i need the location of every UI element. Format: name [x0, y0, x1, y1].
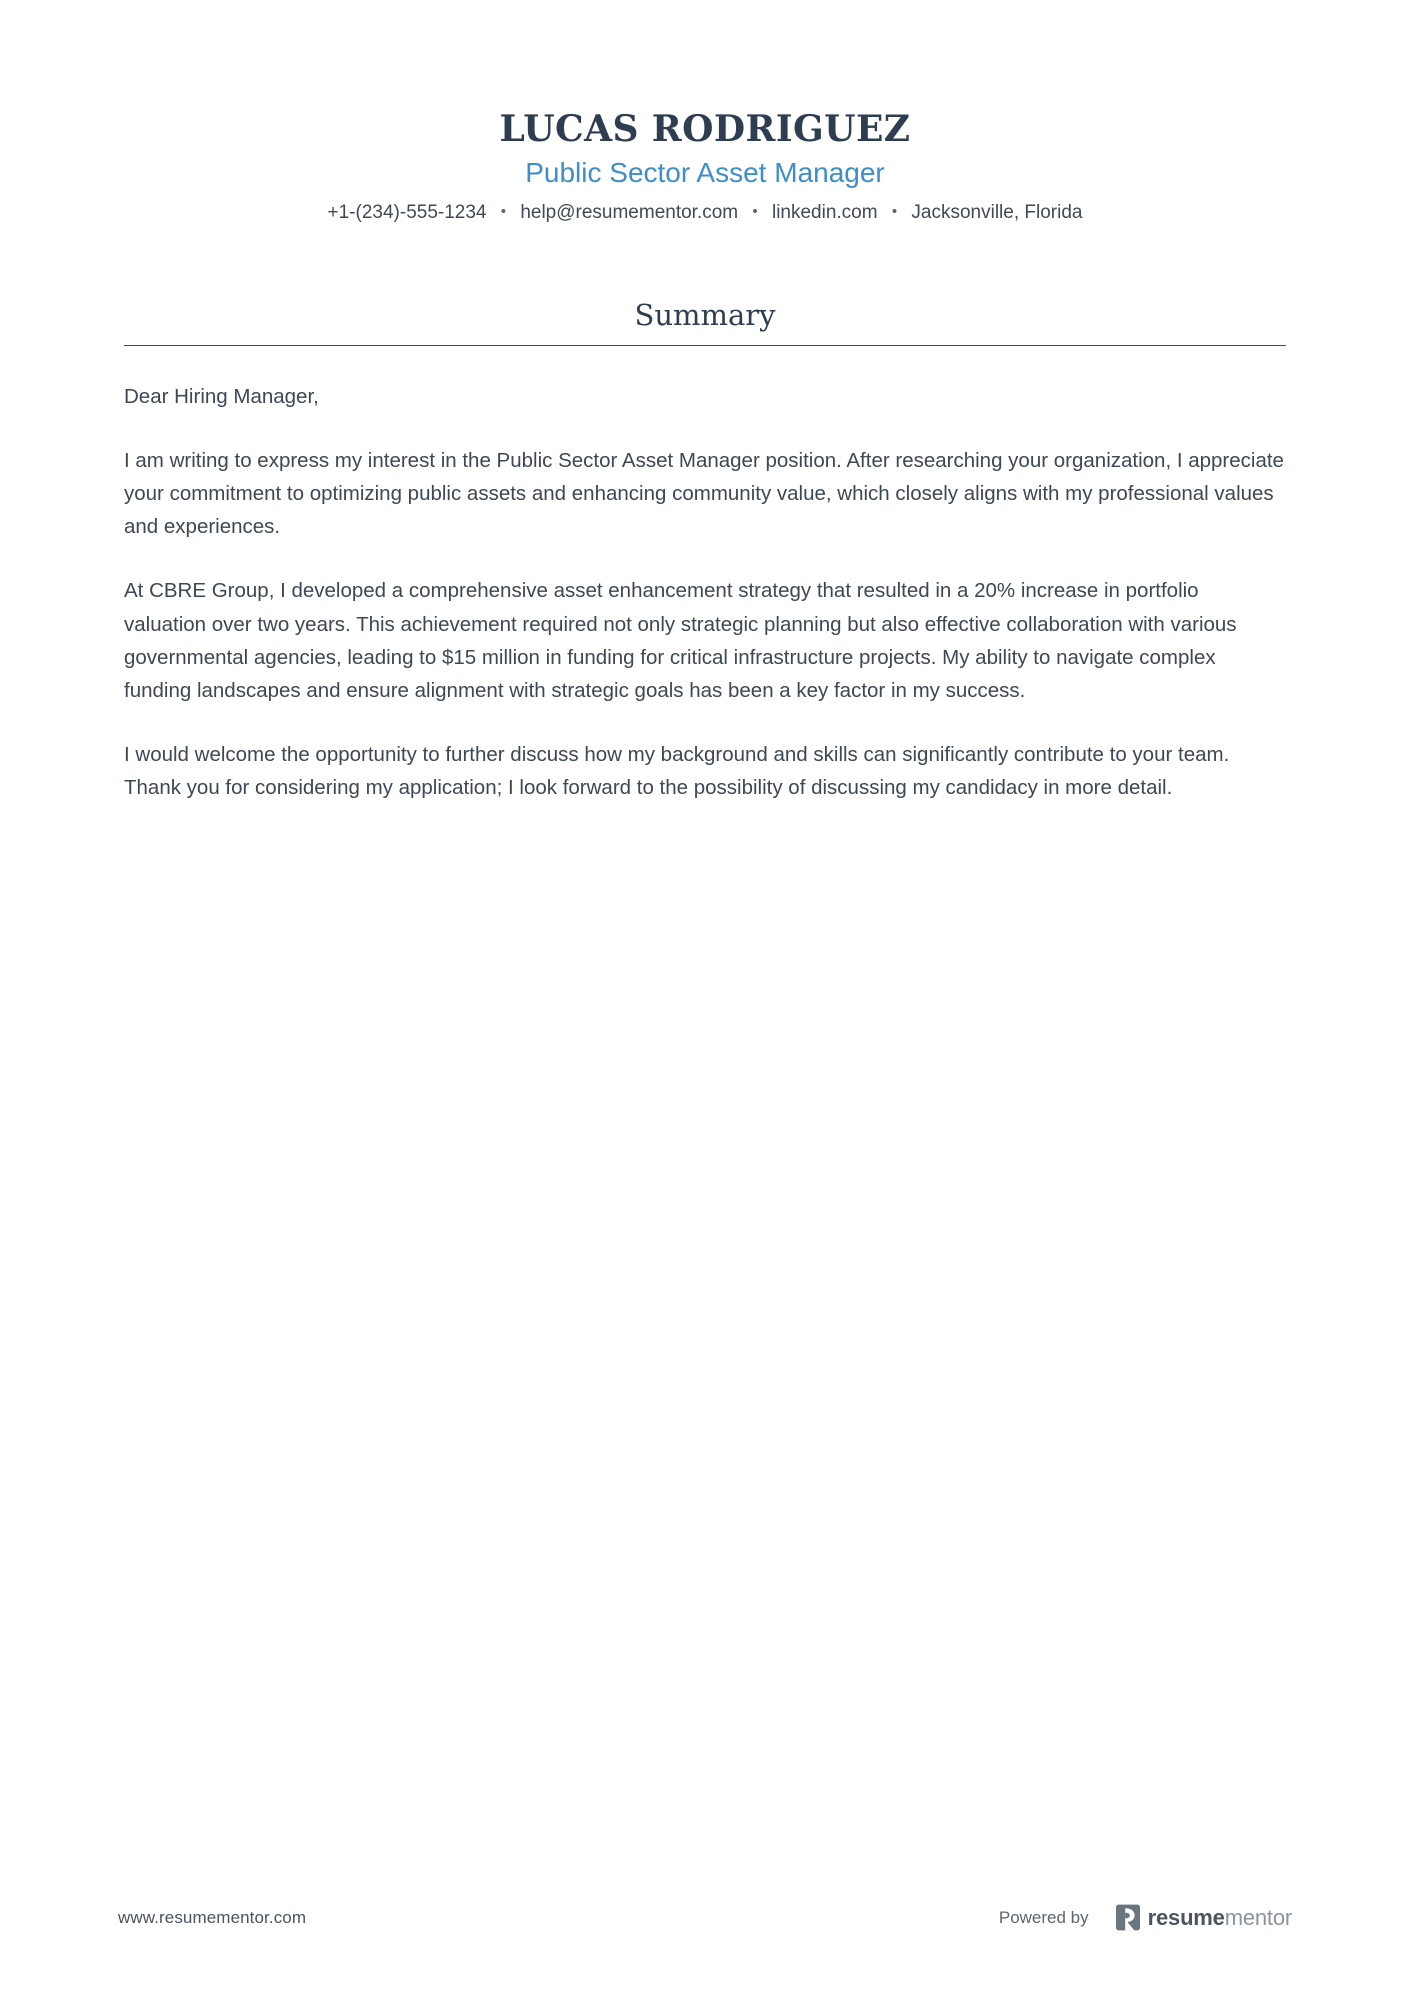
letter-paragraph: I am writing to express my interest in the Public Sector Asset Manager position. After researching your organization, I appreciate your commitment to optimizing public assets and enhancing community value, which closely aligns with my professional values and experiences.	[124, 448, 1284, 539]
contact-website[interactable]: linkedin.com	[771, 202, 878, 224]
letter-salutation: Dear Hiring Manager,	[124, 384, 319, 408]
letter-body	[0, 380, 1410, 805]
brand-word-light: mentor	[1224, 1904, 1292, 1930]
candidate-job-title: Public Sector Asset Manager	[525, 157, 885, 189]
candidate-name: LUCAS RODRIGUEZ	[499, 108, 911, 150]
contact-line	[0, 201, 1410, 226]
contact-location: Jacksonville, Florida	[911, 202, 1083, 224]
letter-paragraph: At CBRE Group, I developed a comprehensive asset enhancement strategy that resulted in a 20% increase in portfolio valuation over two years. This achievement required not only strategic planning but also effective collaboration with various governmental agencies, leading to $15 million in funding for critical infrastructure projects. My ability to navigate complex funding landscapes and ensure alignment with strategic goals has been a key factor in my success.	[124, 579, 1237, 702]
contact-email[interactable]: help@resumementor.com	[520, 202, 739, 224]
summary-section-header	[0, 298, 1410, 346]
letter-header	[0, 0, 1410, 226]
contact-phone[interactable]: +1-(234)-555-1234	[327, 202, 487, 224]
contact-separator-icon: •	[500, 203, 507, 221]
resumementor-logo-icon	[1115, 1904, 1141, 1931]
contact-separator-icon: •	[752, 203, 758, 221]
footer-website-url[interactable]: www.resumementor.com	[118, 1907, 307, 1927]
resumementor-wordmark	[1147, 1904, 1292, 1930]
page-footer	[0, 1904, 1410, 1931]
section-divider	[124, 345, 1286, 346]
brand-word-strong: resume	[1147, 1904, 1225, 1930]
footer-brand-block	[999, 1904, 1292, 1931]
section-title: Summary	[634, 297, 776, 332]
resumementor-logo[interactable]	[1115, 1904, 1292, 1931]
contact-separator-icon: •	[891, 203, 898, 221]
powered-by-label: Powered by	[998, 1907, 1089, 1927]
letter-paragraph: I would welcome the opportunity to further discuss how my background and skills can significantly contribute to your team. Thank you for considering my application; I look forward to the possibility of discussing my candidacy in more detail.	[124, 743, 1230, 800]
